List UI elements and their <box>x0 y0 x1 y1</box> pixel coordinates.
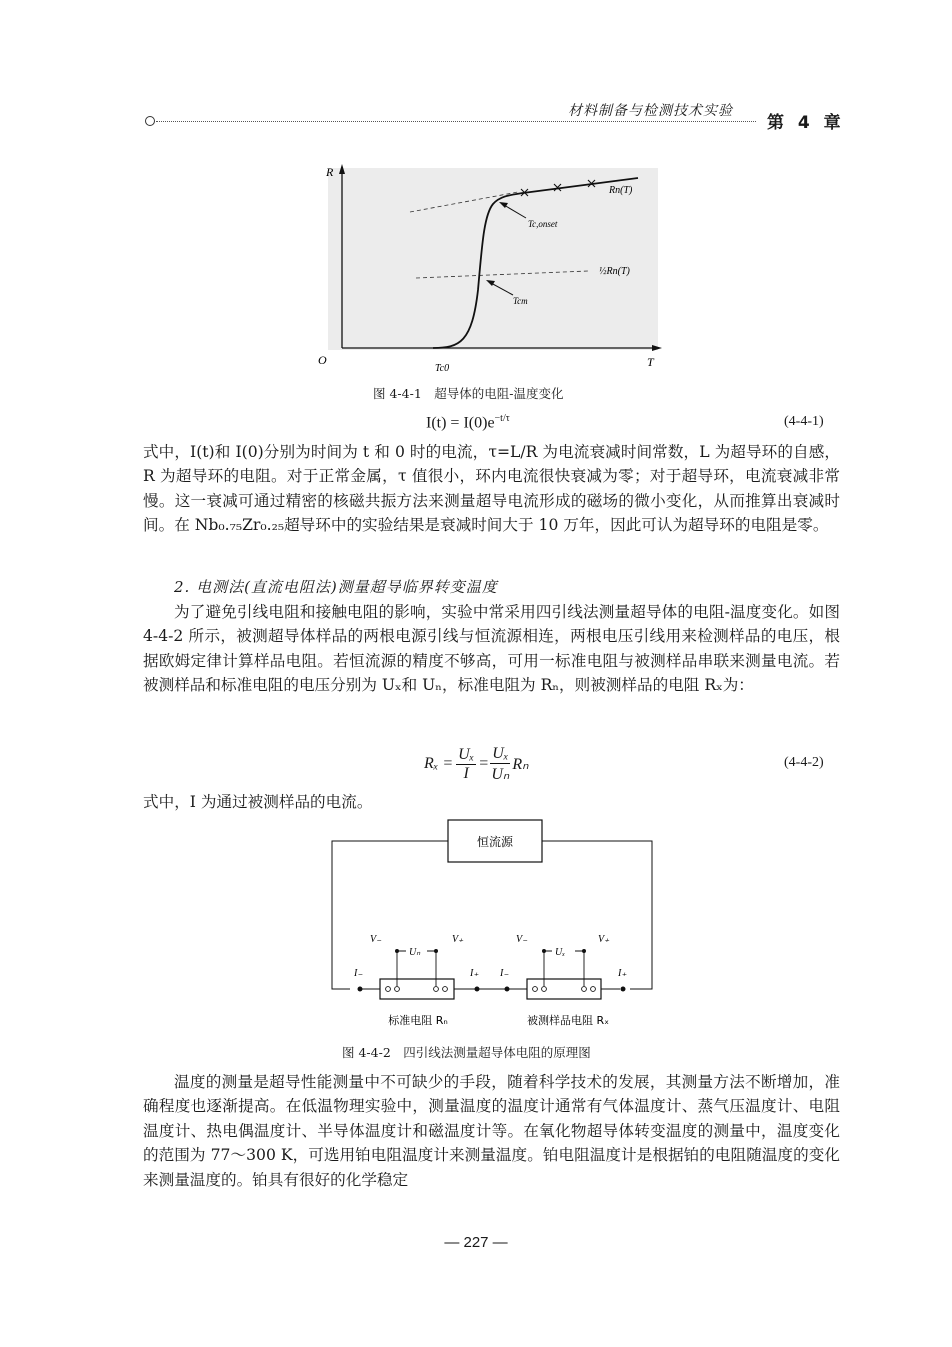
equation2-lhs: Rₓ = <box>424 755 454 772</box>
equation-4-4-2 <box>424 738 529 790</box>
equation2-frac1-num: Uₓ <box>458 745 475 763</box>
tc0-label: Tc0 <box>435 363 450 374</box>
figure-four-probe-circuit <box>330 818 655 1033</box>
figure1-caption: 图 4-4-1 超导体的电阻-温度变化 <box>373 386 564 401</box>
rn-label: Rn(T) <box>609 185 633 196</box>
v-plus-label-1: V₊ <box>452 934 464 945</box>
tc-onset-label: Tc,onset <box>528 219 558 229</box>
source-label: 恒流源 <box>476 835 514 849</box>
i-plus-label-1: I₊ <box>470 968 479 979</box>
paragraph-current-note: 式中，I 为通过被测样品的电流。 <box>143 793 373 811</box>
equation2-fraction-2 <box>490 745 510 784</box>
y-axis-label: R <box>326 165 334 179</box>
tcm-label: Tcm <box>513 296 528 306</box>
ux-label: Uₓ <box>555 947 566 958</box>
header-chapter: 第 4 章 <box>767 113 845 133</box>
equation2-number: (4-4-2) <box>784 755 824 770</box>
half-rn-label: ½Rn(T) <box>599 266 630 277</box>
v-minus-label-2: V₋ <box>516 934 528 945</box>
origin-label: O <box>318 353 327 367</box>
section-heading: 2. 电测法(直流电阻法)测量超导临界转变温度 <box>174 578 498 596</box>
equation2-frac1-den: I <box>463 764 469 782</box>
figure-resistance-temperature <box>318 160 663 375</box>
paragraph-temperature-measurement: 温度的测量是超导性能测量中不可缺少的手段，随着科学技术的发展，其测量方法不断增加，准确程度也逐渐提高。在低温物理实验中，测量温度的温度计通常有气体温度计、蒸气压温度计、电阻温度计、热电偶温度计、半导体温度计和磁温度计等。在氧化物超导体转变温度的测量中，温度变化的范围为 77～300 K，可选用铂电阻温度计来测量温度。铂电阻温度计是根据铂的电阻随温度的变化来测量温度的。铂具有很好的化学稳定 <box>143 1073 840 1189</box>
equation2-tail: Rₙ <box>512 756 529 773</box>
page-number: — 227 — <box>444 1234 508 1251</box>
v-minus-label-1: V₋ <box>370 934 382 945</box>
sample-resistor <box>527 979 601 999</box>
equation1-exponent: −t/τ <box>494 413 510 424</box>
paragraph-four-probe: 为了避免引线电阻和接触电阻的影响，实验中常采用四引线法测量超导体的电阻-温度变化。如图 4-4-2 所示，被测超导体样品的两根电源引线与恒流源相连，两根电压引线用来检测样品的电压，根据欧姆定律计算样品电阻。若恒流源的精度不够高，可用一标准电阻与被测样品串联来测量电流。若被测样品和标准电阻的电压分别为 Uₓ和 Uₙ，标准电阻为 Rₙ，则被测样品的电阻 Rₓ为： <box>143 603 840 695</box>
paragraph-decay: 式中，I(t)和 I(0)分别为时间为 t 和 0 时的电流，τ=L/R 为电流衰减时间常数，L 为超导环的自感，R 为超导环的电阻。对于正常金属，τ 值很小，环内电流很快衰减为零；对于超导环，电流衰减非常慢。这一衰减可通过精密的核磁共振方法来测量超导电流形成的磁场的微小变化，从而推算出衰减时间。在 Nb₀.₇₅Zr₀.₂₅超导环中的实验结果是衰减时间大于 10 万年，因此可认为超导环的电阻是零。 <box>143 443 840 535</box>
sample-resistor-label: 被测样品电阻 Rₓ <box>526 1014 610 1027</box>
equation1-number: (4-4-1) <box>784 414 824 429</box>
x-axis-label: T <box>647 355 654 369</box>
un-label: Uₙ <box>409 947 421 958</box>
i-plus-label-2: I₊ <box>618 968 627 979</box>
equation-4-4-1 <box>426 413 510 432</box>
figure2-caption: 图 4-4-2 四引线法测量超导体电阻的原理图 <box>342 1045 591 1060</box>
standard-resistor-label: 标准电阻 Rₙ <box>388 1014 448 1027</box>
header-dotted-rule <box>156 121 756 122</box>
header-book-title: 材料制备与检测技术实验 <box>568 103 733 119</box>
i-minus-label-2: I₋ <box>500 968 509 979</box>
equation2-equals: = <box>479 755 489 772</box>
equation1-text: I(t) = I(0)e <box>426 414 495 432</box>
equation2-fraction-1 <box>456 746 476 783</box>
v-plus-label-2: V₊ <box>598 934 610 945</box>
i-minus-label-1: I₋ <box>354 968 363 979</box>
header-circle-ornament <box>145 116 155 126</box>
equation2-frac2-den: Uₙ <box>491 765 510 783</box>
equation2-frac2-num: Uₓ <box>492 744 509 762</box>
